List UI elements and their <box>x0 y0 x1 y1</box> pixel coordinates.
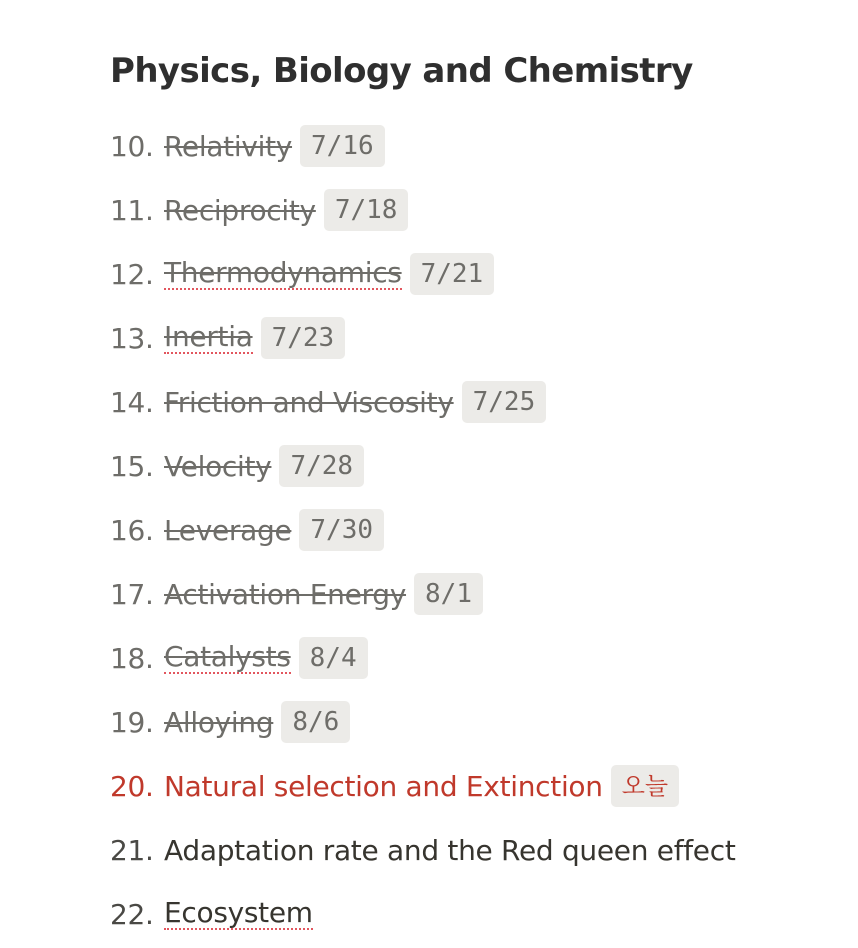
date-badge: 7/30 <box>299 509 384 551</box>
date-badge: 8/4 <box>299 637 368 679</box>
item-title[interactable]: Inertia <box>164 320 253 353</box>
list-item[interactable] <box>110 882 736 946</box>
item-title[interactable]: Alloying <box>164 705 274 739</box>
date-badge: 7/28 <box>279 445 364 487</box>
list-item[interactable] <box>110 498 736 562</box>
item-number: 17. <box>110 577 154 611</box>
item-title[interactable]: Leverage <box>164 513 292 547</box>
item-number: 21. <box>110 833 154 867</box>
list-item[interactable] <box>110 178 736 242</box>
list-item[interactable] <box>110 562 736 626</box>
date-badge: 7/16 <box>300 125 385 167</box>
item-number: 18. <box>110 641 154 675</box>
item-title[interactable]: Thermodynamics <box>164 256 402 289</box>
item-title[interactable]: Relativity <box>164 129 293 163</box>
item-title[interactable]: Friction and Viscosity <box>164 385 454 419</box>
item-number: 11. <box>110 193 154 227</box>
item-number: 19. <box>110 705 154 739</box>
item-number: 10. <box>110 129 154 163</box>
item-number: 15. <box>110 449 154 483</box>
topic-list <box>110 114 736 946</box>
item-number: 13. <box>110 321 154 355</box>
date-badge: 8/6 <box>281 701 350 743</box>
item-title[interactable]: Catalysts <box>164 640 291 673</box>
list-item[interactable] <box>110 626 736 690</box>
item-number: 12. <box>110 257 154 291</box>
date-badge: 7/23 <box>261 317 346 359</box>
section-heading: Physics, Biology and Chemistry <box>110 51 693 91</box>
list-item[interactable] <box>110 370 736 434</box>
list-item[interactable] <box>110 434 736 498</box>
list-item[interactable] <box>110 690 736 754</box>
item-title[interactable]: Velocity <box>164 449 272 483</box>
item-title[interactable]: Activation Energy <box>164 577 407 611</box>
date-badge: 7/25 <box>462 381 547 423</box>
item-number: 22. <box>110 897 154 931</box>
list-item-today[interactable] <box>110 754 736 818</box>
list-item[interactable] <box>110 114 736 178</box>
date-badge: 8/1 <box>414 573 483 615</box>
date-badge: 7/18 <box>324 189 409 231</box>
item-title[interactable]: Natural selection and Extinction <box>164 769 603 803</box>
item-title[interactable]: Adaptation rate and the Red queen effect <box>164 833 736 867</box>
item-title[interactable]: Ecosystem <box>164 896 313 929</box>
today-badge: 오늘 <box>611 765 679 807</box>
item-number: 14. <box>110 385 154 419</box>
list-item[interactable] <box>110 818 736 882</box>
date-badge: 7/21 <box>410 253 495 295</box>
item-number: 16. <box>110 513 154 547</box>
item-number: 20. <box>110 769 154 803</box>
item-title[interactable]: Reciprocity <box>164 193 316 227</box>
list-item[interactable] <box>110 306 736 370</box>
list-item[interactable] <box>110 242 736 306</box>
